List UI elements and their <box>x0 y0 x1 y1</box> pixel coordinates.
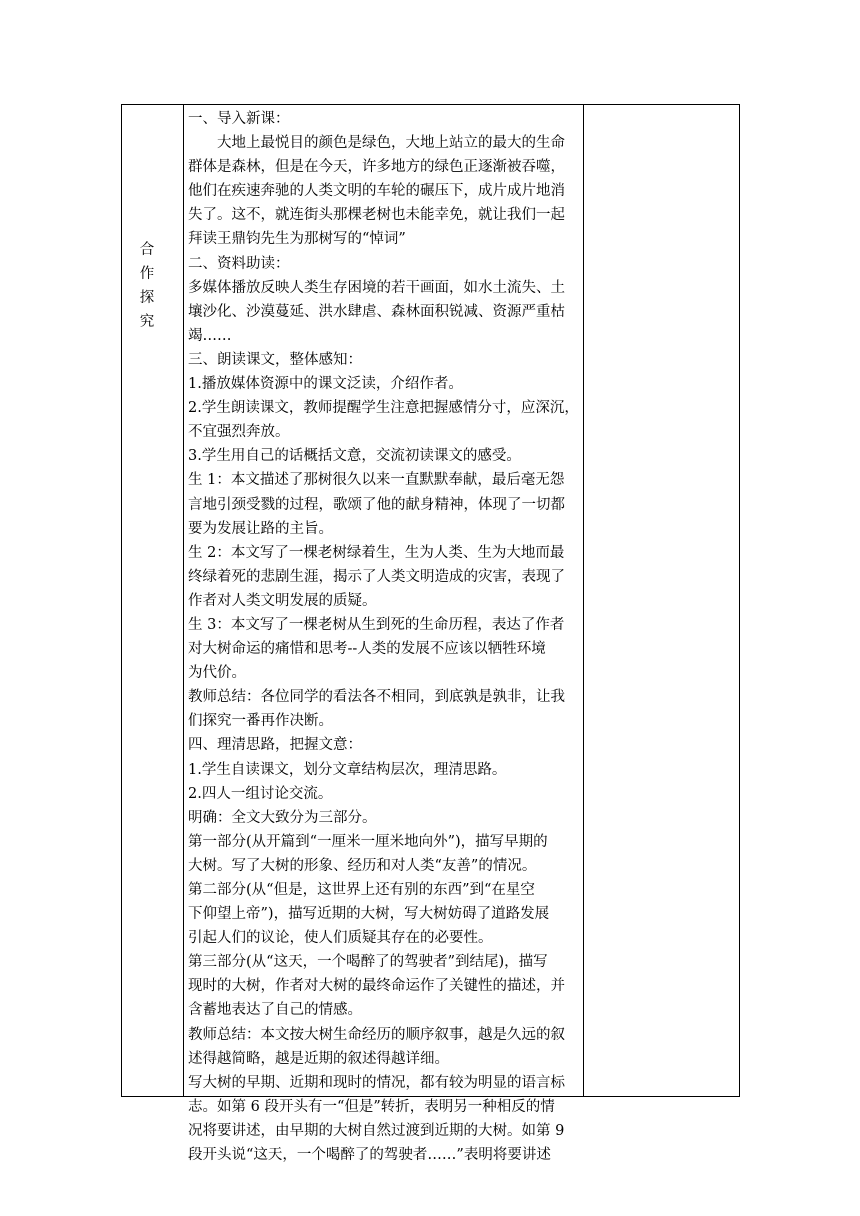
content-line: 第一部分(从开篇到“一厘米一厘米地向外”)，描写早期的 <box>188 833 548 850</box>
content-line: 要为发展让路的主旨。 <box>188 520 333 537</box>
section-label-line-1: 合 作 <box>139 242 165 282</box>
section-label-line-2: 探 究 <box>139 290 165 330</box>
content-line: 写大树的早期、近期和现时的情况，都有较为明显的语言标 <box>188 1074 565 1091</box>
content-line: 们探究一番再作决断。 <box>188 713 333 730</box>
content-line: 失了。这不，就连街头那棵老树也未能幸免，就让我们一起 <box>188 207 565 224</box>
content-line: 竭…… <box>188 327 232 344</box>
content-line: 第三部分(从“这天，一个喝醉了的驾驶者”到结尾)，描写 <box>188 954 548 971</box>
content-line: 生 2：本文写了一棵老树绿着生，生为人类、生为大地而最 <box>188 544 565 561</box>
lesson-content <box>188 107 580 1167</box>
content-line: 2.四人一组讨论交流。 <box>188 785 333 802</box>
table-right-border <box>739 104 740 1097</box>
content-line: 壤沙化、沙漠蔓延、洪水肆虐、森林面积锐减、资源严重枯 <box>188 303 565 320</box>
column-divider-1 <box>183 104 184 1097</box>
content-line: 言地引颈受戮的过程，歌颂了他的献身精神，体现了一切都 <box>188 496 565 513</box>
content-line: 2.学生朗读课文，教师提醒学生注意把握感情分寸，应深沉， <box>188 400 579 417</box>
content-line: 不宜强烈奔放。 <box>188 424 290 441</box>
content-line: 述得越简略，越是近期的叙述得越详细。 <box>188 1050 449 1067</box>
content-line: 1.播放媒体资源中的课文泛读，介绍作者。 <box>188 376 463 393</box>
content-line: 3.学生用自己的话概括文意，交流初读课文的感受。 <box>188 448 521 465</box>
content-line: 四、理清思路，把握文意： <box>188 737 362 754</box>
content-line: 1.学生自读课文，划分文章结构层次，理清思路。 <box>188 761 507 778</box>
content-line: 明确：全文大致分为三部分。 <box>188 809 377 826</box>
content-line: 多媒体播放反映人类生存困境的若干画面，如水土流失、土 <box>188 279 565 296</box>
content-line: 生 3：本文写了一棵老树从生到死的生命历程，表达了作者 <box>188 616 565 633</box>
content-line: 含蓄地表达了自己的情感。 <box>188 1002 362 1019</box>
content-line: 况将要讲述，由早期的大树自然过渡到近期的大树。如第 9 <box>188 1122 565 1139</box>
content-line: 引起人们的议论，使人们质疑其存在的必要性。 <box>188 930 493 947</box>
content-line: 拜读王鼎钧先生为那树写的“悼词” <box>188 231 406 248</box>
content-line: 教师总结：本文按大树生命经历的顺序叙事，越是久远的叙 <box>188 1026 565 1043</box>
content-line: 作者对人类文明发展的质疑。 <box>188 592 377 609</box>
content-line: 大地上最悦目的颜色是绿色，大地上站立的最大的生命 <box>217 135 565 152</box>
content-line: 群体是森林，但是在今天，许多地方的绿色正逐渐被吞噬， <box>188 159 565 176</box>
section-label <box>122 238 182 334</box>
content-line: 二、资料助读： <box>188 255 290 272</box>
content-line: 他们在疾速奔驰的人类文明的车轮的碾压下，成片成片地消 <box>188 183 565 200</box>
content-line: 大树。写了大树的形象、经历和对人类“友善”的情况。 <box>188 857 537 874</box>
content-line: 对大树命运的痛惜和思考--人类的发展不应该以牺牲环境 <box>188 641 546 658</box>
content-line: 生 1：本文描述了那树很久以来一直默默奉献，最后毫无怨 <box>188 472 565 489</box>
content-line: 三、朗读课文，整体感知： <box>188 351 362 368</box>
notes-cell <box>584 105 739 1096</box>
content-line: 第二部分(从“但是，这世界上还有别的东西”到“在星空 <box>188 882 535 898</box>
content-line: 终绿着死的悲剧生涯，揭示了人类文明造成的灾害，表现了 <box>188 568 565 585</box>
content-line: 一、导入新课： <box>188 111 290 127</box>
content-line: 志。如第 6 段开头有一“但是”转折，表明另一种相反的情 <box>188 1098 555 1115</box>
content-line: 下仰望上帝”)，描写近期的大树，写大树妨碍了道路发展 <box>188 906 550 923</box>
content-line: 教师总结：各位同学的看法各不相同，到底孰是孰非，让我 <box>188 689 565 706</box>
content-line: 段开头说“这天，一个喝醉了的驾驶者……”表明将要讲述 <box>188 1147 551 1164</box>
content-line: 现时的大树，作者对大树的最终命运作了关键性的描述，并 <box>188 978 565 995</box>
content-line: 为代价。 <box>188 665 246 682</box>
